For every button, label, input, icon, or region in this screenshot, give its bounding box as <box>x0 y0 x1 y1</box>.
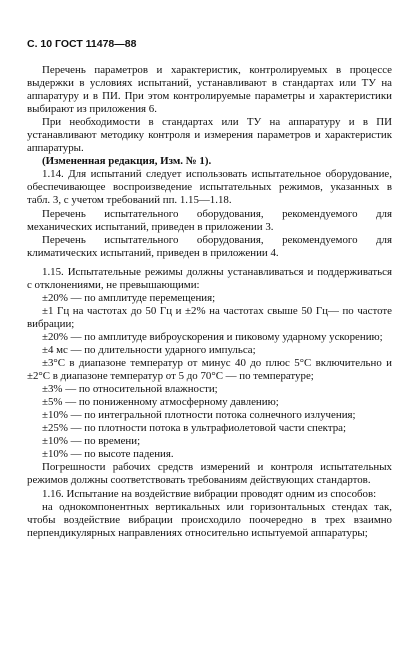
paragraph: Перечень испытательного оборудования, рекомендуемого для климатических испытаний, приведен в приложении 4. <box>27 233 392 259</box>
tolerance-item: ±20% — по амплитуде перемещения; <box>42 291 216 304</box>
section-1-16: 1.16. Испытание на воздействие вибрации проводят одним из способов: <box>42 487 377 500</box>
tolerance-item: ±5% — по пониженному атмосферному давлению; <box>42 396 279 409</box>
paragraph: При необходимости в стандартах или ТУ на аппаратуру и в ПИ устанавливают методику контроля и измерения параметров и характеристик аппаратуры. <box>27 116 392 155</box>
tolerance-item: ±3% — по относительной влажности; <box>42 383 218 396</box>
section-1-15: 1.15. Испытательные режимы должны устанавливаться и поддерживаться с отклонениями, не превышающими: <box>27 265 392 291</box>
paragraph: на однокомпонентных вертикальных или горизонтальных стендах так, чтобы воздействие вибрации происходило поочередно в трех взаимно перпендикулярных направлениях относительно испытуемой аппаратуры; <box>27 500 392 539</box>
paragraph: Погрешности рабочих средств измерений и контроля испытательных режимов должны соответствовать требованиям действующих стандартов. <box>27 461 392 487</box>
tolerance-item: ±20% — по амплитуде виброускорения и пиковому ударному ускорению; <box>42 330 383 343</box>
tolerance-item: ±10% — по интегральной плотности потока солнечного излучения; <box>42 409 356 422</box>
document-body <box>27 64 392 540</box>
section-1-14: 1.14. Для испытаний следует использовать испытательное оборудование, обеспечивающее воспроизведение испытательных режимов, указанных в табл. 3, с учетом требований пп. 1.15—1.18. <box>27 168 392 207</box>
tolerance-item: ±25% — по плотности потока в ультрафиолетовой части спектра; <box>42 422 347 435</box>
tolerance-item: ±3°С в диапазоне температур от минус 40 до плюс 5°С включительно и ±2°С в диапазоне температур от 5 до 70°С — по температуре; <box>27 357 392 383</box>
tolerance-item: ±10% — по высоте падения. <box>42 448 174 461</box>
tolerance-item: ±1 Гц на частотах до 50 Гц и ±2% на частотах свыше 50 Гц— по частоте вибрации; <box>27 304 392 330</box>
page-header: С. 10 ГОСТ 11478—88 <box>27 38 137 50</box>
paragraph: Перечень параметров и характеристик, контролируемых в процессе выдержки в условиях испытаний, устанавливают в стандартах или ТУ на аппаратуру и в ПИ. При этом контролируемые параметры и характеристики выбирают из приложения 6. <box>27 64 392 116</box>
tolerance-item: ±10% — по времени; <box>42 435 141 448</box>
tolerance-item: ±4 мс — по длительности ударного импульса; <box>42 343 256 356</box>
amendment-note: (Измененная редакция, Изм. № 1). <box>42 155 212 168</box>
paragraph: Перечень испытательного оборудования, рекомендуемого для механических испытаний, приведен в приложении 3. <box>27 207 392 233</box>
